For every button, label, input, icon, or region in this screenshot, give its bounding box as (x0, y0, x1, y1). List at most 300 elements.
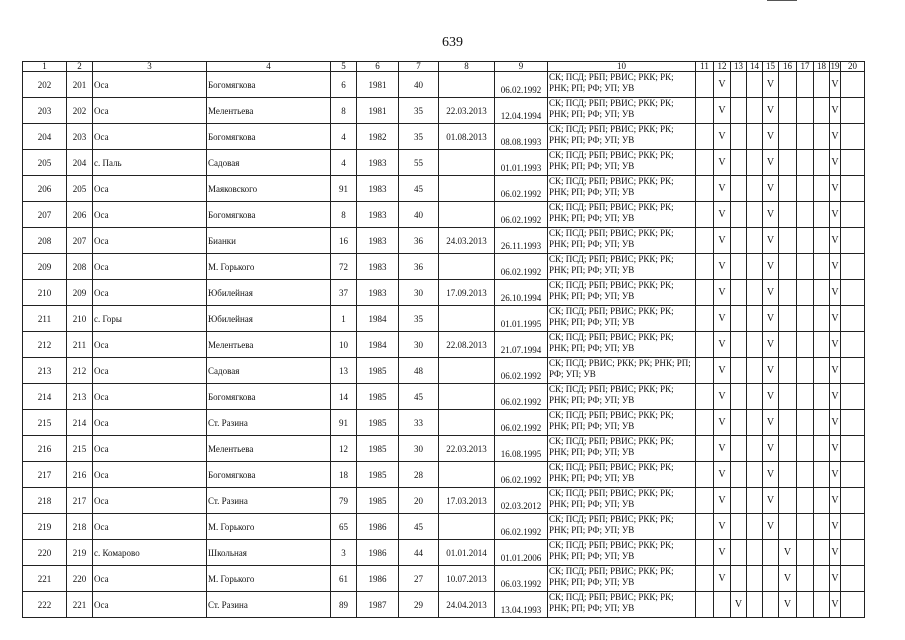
table-row (23, 150, 865, 176)
record-number-cell: 215 (23, 410, 67, 436)
house-number-cell: 16 (331, 228, 357, 254)
mark-cell-col-17 (797, 306, 814, 332)
registration-date-cell: 13.04.1993 (495, 592, 548, 618)
mark-cell-col-20 (841, 410, 865, 436)
house-number-cell: 8 (331, 202, 357, 228)
column-header-8: 8 (439, 62, 495, 72)
house-number-cell: 13 (331, 358, 357, 384)
record-number-cell: 219 (23, 514, 67, 540)
mark-cell-col-14 (747, 540, 763, 566)
table-row (23, 228, 865, 254)
inspection-date-cell: 24.04.2013 (439, 592, 495, 618)
column-header-9: 9 (495, 62, 548, 72)
mark-cell-col-13 (731, 436, 747, 462)
locality-cell: с. Паль (93, 150, 207, 176)
street-cell: Юбилейная (207, 280, 331, 306)
mark-cell-col-20 (841, 98, 865, 124)
mark-cell-col-15: V (763, 514, 779, 540)
mark-cell-col-17 (797, 280, 814, 306)
inspection-date-cell (439, 202, 495, 228)
table-row (23, 540, 865, 566)
table-row (23, 332, 865, 358)
mark-cell-col-16 (779, 436, 797, 462)
mark-cell-col-15: V (763, 462, 779, 488)
build-year-cell: 1981 (357, 72, 399, 98)
mark-cell-col-11 (696, 98, 714, 124)
mark-cell-col-14 (747, 566, 763, 592)
house-number-cell: 91 (331, 176, 357, 202)
mark-cell-col-16 (779, 202, 797, 228)
build-year-cell: 1986 (357, 566, 399, 592)
wear-value-cell: 45 (399, 384, 439, 410)
street-cell: Садовая (207, 358, 331, 384)
mark-cell-col-11 (696, 306, 714, 332)
table-row (23, 566, 865, 592)
street-cell: Мелентьева (207, 436, 331, 462)
mark-cell-col-12: V (714, 176, 731, 202)
mark-cell-col-11 (696, 228, 714, 254)
object-number-cell: 213 (67, 384, 93, 410)
house-number-cell: 12 (331, 436, 357, 462)
locality-cell: Оса (93, 228, 207, 254)
wear-value-cell: 35 (399, 124, 439, 150)
record-number-cell: 220 (23, 540, 67, 566)
mark-cell-col-19: V (830, 540, 841, 566)
registration-date-cell: 06.02.1992 (495, 202, 548, 228)
mark-cell-col-14 (747, 228, 763, 254)
object-number-cell: 209 (67, 280, 93, 306)
mark-cell-col-11 (696, 592, 714, 618)
mark-cell-col-18 (814, 592, 830, 618)
column-header-10: 10 (548, 62, 696, 72)
mark-cell-col-11 (696, 384, 714, 410)
build-year-cell: 1983 (357, 280, 399, 306)
mark-cell-col-13 (731, 384, 747, 410)
table-row (23, 176, 865, 202)
service-codes-cell: СК; ПСД; РБП; РВИС; РКК; РК; РНК; РП; РФ; УП; УВ (548, 332, 696, 358)
mark-cell-col-15: V (763, 384, 779, 410)
mark-cell-col-16: V (779, 592, 797, 618)
inspection-date-cell: 17.09.2013 (439, 280, 495, 306)
wear-value-cell: 29 (399, 592, 439, 618)
table-row (23, 306, 865, 332)
locality-cell: Оса (93, 488, 207, 514)
street-cell: Богомягкова (207, 384, 331, 410)
table-row (23, 462, 865, 488)
locality-cell: Оса (93, 332, 207, 358)
mark-cell-col-16 (779, 514, 797, 540)
registration-date-cell: 06.02.1992 (495, 384, 548, 410)
mark-cell-col-11 (696, 254, 714, 280)
mark-cell-col-11 (696, 358, 714, 384)
column-header-15: 15 (763, 62, 779, 72)
mark-cell-col-12: V (714, 124, 731, 150)
house-number-cell: 89 (331, 592, 357, 618)
service-codes-cell: СК; ПСД; РБП; РВИС; РКК; РК; РНК; РП; РФ; УП; УВ (548, 566, 696, 592)
house-number-cell: 79 (331, 488, 357, 514)
mark-cell-col-18 (814, 540, 830, 566)
object-number-cell: 205 (67, 176, 93, 202)
object-number-cell: 207 (67, 228, 93, 254)
service-codes-cell: СК; ПСД; РБП; РВИС; РКК; РК; РНК; РП; РФ; УП; УВ (548, 462, 696, 488)
mark-cell-col-19: V (830, 410, 841, 436)
registration-date-cell: 21.07.1994 (495, 332, 548, 358)
wear-value-cell: 35 (399, 98, 439, 124)
mark-cell-col-13 (731, 228, 747, 254)
mark-cell-col-17 (797, 410, 814, 436)
street-cell: Садовая (207, 150, 331, 176)
mark-cell-col-18 (814, 202, 830, 228)
mark-cell-col-17 (797, 592, 814, 618)
registration-date-cell: 06.02.1992 (495, 358, 548, 384)
locality-cell: Оса (93, 98, 207, 124)
mark-cell-col-18 (814, 410, 830, 436)
locality-cell: Оса (93, 124, 207, 150)
mark-cell-col-16 (779, 228, 797, 254)
mark-cell-col-16 (779, 72, 797, 98)
registration-date-cell: 06.02.1992 (495, 254, 548, 280)
record-number-cell: 205 (23, 150, 67, 176)
mark-cell-col-15: V (763, 72, 779, 98)
street-cell: Ст. Разина (207, 592, 331, 618)
mark-cell-col-15: V (763, 436, 779, 462)
mark-cell-col-15: V (763, 280, 779, 306)
mark-cell-col-16 (779, 306, 797, 332)
mark-cell-col-14 (747, 436, 763, 462)
mark-cell-col-16: V (779, 540, 797, 566)
locality-cell: Оса (93, 280, 207, 306)
mark-cell-col-14 (747, 254, 763, 280)
registration-date-cell: 01.01.2006 (495, 540, 548, 566)
wear-value-cell: 48 (399, 358, 439, 384)
inspection-date-cell (439, 72, 495, 98)
mark-cell-col-14 (747, 488, 763, 514)
header-row (23, 62, 865, 72)
inspection-date-cell: 01.08.2013 (439, 124, 495, 150)
inspection-date-cell (439, 410, 495, 436)
registration-date-cell: 06.02.1992 (495, 462, 548, 488)
mark-cell-col-12: V (714, 202, 731, 228)
table-row (23, 98, 865, 124)
locality-cell: Оса (93, 384, 207, 410)
mark-cell-col-20 (841, 384, 865, 410)
registration-date-cell: 01.01.1993 (495, 150, 548, 176)
mark-cell-col-12: V (714, 280, 731, 306)
object-number-cell: 214 (67, 410, 93, 436)
mark-cell-col-18 (814, 150, 830, 176)
house-number-cell: 14 (331, 384, 357, 410)
mark-cell-col-19: V (830, 124, 841, 150)
house-number-cell: 4 (331, 150, 357, 176)
mark-cell-col-18 (814, 462, 830, 488)
house-number-cell: 18 (331, 462, 357, 488)
mark-cell-col-20 (841, 254, 865, 280)
column-header-2: 2 (67, 62, 93, 72)
mark-cell-col-18 (814, 124, 830, 150)
mark-cell-col-11 (696, 176, 714, 202)
mark-cell-col-12: V (714, 254, 731, 280)
mark-cell-col-12: V (714, 566, 731, 592)
wear-value-cell: 30 (399, 436, 439, 462)
inspection-date-cell (439, 384, 495, 410)
street-cell: Богомягкова (207, 202, 331, 228)
mark-cell-col-20 (841, 592, 865, 618)
wear-value-cell: 30 (399, 280, 439, 306)
mark-cell-col-17 (797, 228, 814, 254)
mark-cell-col-14 (747, 592, 763, 618)
inspection-date-cell: 17.03.2013 (439, 488, 495, 514)
table-row (23, 124, 865, 150)
mark-cell-col-15: V (763, 410, 779, 436)
street-cell: Ст. Разина (207, 410, 331, 436)
locality-cell: Оса (93, 514, 207, 540)
registration-date-cell: 01.01.1995 (495, 306, 548, 332)
mark-cell-col-12: V (714, 150, 731, 176)
service-codes-cell: СК; ПСД; РБП; РВИС; РКК; РК; РНК; РП; РФ; УП; УВ (548, 72, 696, 98)
column-header-13: 13 (731, 62, 747, 72)
mark-cell-col-15: V (763, 202, 779, 228)
service-codes-cell: СК; ПСД; РБП; РВИС; РКК; РК; РНК; РП; РФ; УП; УВ (548, 228, 696, 254)
service-codes-cell: СК; ПСД; РБП; РВИС; РКК; РК; РНК; РП; РФ; УП; УВ (548, 592, 696, 618)
mark-cell-col-16 (779, 280, 797, 306)
object-number-cell: 220 (67, 566, 93, 592)
inspection-date-cell: 22.03.2013 (439, 436, 495, 462)
mark-cell-col-13 (731, 202, 747, 228)
column-header-16: 16 (779, 62, 797, 72)
wear-value-cell: 55 (399, 150, 439, 176)
mark-cell-col-12: V (714, 228, 731, 254)
service-codes-cell: СК; ПСД; РБП; РВИС; РКК; РК; РНК; РП; РФ; УП; УВ (548, 488, 696, 514)
wear-value-cell: 27 (399, 566, 439, 592)
mark-cell-col-20 (841, 540, 865, 566)
build-year-cell: 1986 (357, 540, 399, 566)
column-header-4: 4 (207, 62, 331, 72)
record-number-cell: 217 (23, 462, 67, 488)
build-year-cell: 1982 (357, 124, 399, 150)
mark-cell-col-15 (763, 540, 779, 566)
record-number-cell: 211 (23, 306, 67, 332)
mark-cell-col-15: V (763, 306, 779, 332)
street-cell: М. Горького (207, 254, 331, 280)
mark-cell-col-13 (731, 514, 747, 540)
mark-cell-col-13 (731, 150, 747, 176)
mark-cell-col-17 (797, 254, 814, 280)
build-year-cell: 1984 (357, 332, 399, 358)
build-year-cell: 1985 (357, 436, 399, 462)
mark-cell-col-13 (731, 540, 747, 566)
mark-cell-col-15: V (763, 488, 779, 514)
house-number-cell: 91 (331, 410, 357, 436)
column-header-20: 20 (841, 62, 865, 72)
build-year-cell: 1985 (357, 358, 399, 384)
mark-cell-col-19: V (830, 228, 841, 254)
mark-cell-col-11 (696, 124, 714, 150)
mark-cell-col-20 (841, 150, 865, 176)
mark-cell-col-11 (696, 332, 714, 358)
mark-cell-col-13 (731, 124, 747, 150)
wear-value-cell: 36 (399, 228, 439, 254)
object-number-cell: 221 (67, 592, 93, 618)
locality-cell: Оса (93, 254, 207, 280)
corner-rule (767, 0, 797, 1)
service-codes-cell: СК; ПСД; РБП; РВИС; РКК; РК; РНК; РП; РФ; УП; УВ (548, 176, 696, 202)
column-header-5: 5 (331, 62, 357, 72)
street-cell: Богомягкова (207, 72, 331, 98)
locality-cell: Оса (93, 462, 207, 488)
mark-cell-col-17 (797, 462, 814, 488)
mark-cell-col-18 (814, 436, 830, 462)
mark-cell-col-19: V (830, 176, 841, 202)
mark-cell-col-15 (763, 592, 779, 618)
mark-cell-col-15: V (763, 228, 779, 254)
mark-cell-col-16: V (779, 566, 797, 592)
mark-cell-col-17 (797, 72, 814, 98)
wear-value-cell: 44 (399, 540, 439, 566)
mark-cell-col-16 (779, 462, 797, 488)
object-number-cell: 212 (67, 358, 93, 384)
house-number-cell: 8 (331, 98, 357, 124)
mark-cell-col-15: V (763, 332, 779, 358)
mark-cell-col-18 (814, 514, 830, 540)
mark-cell-col-17 (797, 150, 814, 176)
mark-cell-col-14 (747, 98, 763, 124)
object-number-cell: 211 (67, 332, 93, 358)
mark-cell-col-12: V (714, 358, 731, 384)
mark-cell-col-14 (747, 150, 763, 176)
build-year-cell: 1985 (357, 462, 399, 488)
service-codes-cell: СК; ПСД; РБП; РВИС; РКК; РК; РНК; РП; РФ; УП; УВ (548, 280, 696, 306)
street-cell: Мелентьева (207, 98, 331, 124)
mark-cell-col-13 (731, 176, 747, 202)
mark-cell-col-12: V (714, 410, 731, 436)
mark-cell-col-20 (841, 72, 865, 98)
table-row (23, 384, 865, 410)
build-year-cell: 1981 (357, 98, 399, 124)
mark-cell-col-12: V (714, 98, 731, 124)
mark-cell-col-16 (779, 384, 797, 410)
house-number-cell: 4 (331, 124, 357, 150)
mark-cell-col-16 (779, 488, 797, 514)
mark-cell-col-12: V (714, 306, 731, 332)
mark-cell-col-17 (797, 176, 814, 202)
mark-cell-col-16 (779, 98, 797, 124)
inspection-date-cell (439, 358, 495, 384)
record-number-cell: 210 (23, 280, 67, 306)
record-number-cell: 206 (23, 176, 67, 202)
mark-cell-col-15: V (763, 176, 779, 202)
mark-cell-col-20 (841, 332, 865, 358)
service-codes-cell: СК; ПСД; РБП; РВИС; РКК; РК; РНК; РП; РФ; УП; УВ (548, 514, 696, 540)
record-number-cell: 212 (23, 332, 67, 358)
service-codes-cell: СК; ПСД; РБП; РВИС; РКК; РК; РНК; РП; РФ; УП; УВ (548, 410, 696, 436)
object-number-cell: 218 (67, 514, 93, 540)
locality-cell: Оса (93, 566, 207, 592)
table-row (23, 436, 865, 462)
registration-date-cell: 08.08.1993 (495, 124, 548, 150)
mark-cell-col-19: V (830, 202, 841, 228)
inspection-date-cell (439, 150, 495, 176)
build-year-cell: 1987 (357, 592, 399, 618)
object-number-cell: 216 (67, 462, 93, 488)
mark-cell-col-16 (779, 176, 797, 202)
mark-cell-col-19: V (830, 358, 841, 384)
record-number-cell: 221 (23, 566, 67, 592)
mark-cell-col-11 (696, 410, 714, 436)
mark-cell-col-15: V (763, 98, 779, 124)
mark-cell-col-12 (714, 592, 731, 618)
locality-cell: Оса (93, 592, 207, 618)
column-header-11: 11 (696, 62, 714, 72)
service-codes-cell: СК; ПСД; РБП; РВИС; РКК; РК; РНК; РП; РФ; УП; УВ (548, 384, 696, 410)
build-year-cell: 1983 (357, 150, 399, 176)
mark-cell-col-17 (797, 488, 814, 514)
column-header-18: 18 (814, 62, 830, 72)
inspection-date-cell: 01.01.2014 (439, 540, 495, 566)
mark-cell-col-16 (779, 332, 797, 358)
wear-value-cell: 30 (399, 332, 439, 358)
house-number-cell: 65 (331, 514, 357, 540)
inspection-date-cell: 24.03.2013 (439, 228, 495, 254)
service-codes-cell: СК; ПСД; РБП; РВИС; РКК; РК; РНК; РП; РФ; УП; УВ (548, 202, 696, 228)
registration-date-cell: 16.08.1995 (495, 436, 548, 462)
mark-cell-col-13: V (731, 592, 747, 618)
mark-cell-col-19: V (830, 436, 841, 462)
mark-cell-col-18 (814, 72, 830, 98)
record-number-cell: 207 (23, 202, 67, 228)
mark-cell-col-14 (747, 202, 763, 228)
house-number-cell: 3 (331, 540, 357, 566)
table-row (23, 72, 865, 98)
mark-cell-col-13 (731, 72, 747, 98)
record-number-cell: 222 (23, 592, 67, 618)
column-header-7: 7 (399, 62, 439, 72)
registration-date-cell: 26.11.1993 (495, 228, 548, 254)
mark-cell-col-20 (841, 566, 865, 592)
mark-cell-col-17 (797, 98, 814, 124)
record-number-cell: 208 (23, 228, 67, 254)
mark-cell-col-18 (814, 332, 830, 358)
mark-cell-col-19: V (830, 72, 841, 98)
object-number-cell: 201 (67, 72, 93, 98)
column-header-1: 1 (23, 62, 67, 72)
mark-cell-col-15: V (763, 150, 779, 176)
mark-cell-col-18 (814, 280, 830, 306)
street-cell: Мелентьева (207, 332, 331, 358)
mark-cell-col-13 (731, 488, 747, 514)
build-year-cell: 1983 (357, 254, 399, 280)
mark-cell-col-17 (797, 566, 814, 592)
column-header-6: 6 (357, 62, 399, 72)
mark-cell-col-12: V (714, 514, 731, 540)
house-number-cell: 1 (331, 306, 357, 332)
build-year-cell: 1985 (357, 384, 399, 410)
locality-cell: Оса (93, 410, 207, 436)
mark-cell-col-18 (814, 488, 830, 514)
object-number-cell: 203 (67, 124, 93, 150)
mark-cell-col-12: V (714, 436, 731, 462)
mark-cell-col-17 (797, 332, 814, 358)
mark-cell-col-17 (797, 384, 814, 410)
street-cell: Богомягкова (207, 124, 331, 150)
mark-cell-col-19: V (830, 332, 841, 358)
mark-cell-col-14 (747, 462, 763, 488)
table-row (23, 488, 865, 514)
object-number-cell: 217 (67, 488, 93, 514)
mark-cell-col-19: V (830, 306, 841, 332)
mark-cell-col-13 (731, 280, 747, 306)
build-year-cell: 1983 (357, 176, 399, 202)
mark-cell-col-14 (747, 176, 763, 202)
